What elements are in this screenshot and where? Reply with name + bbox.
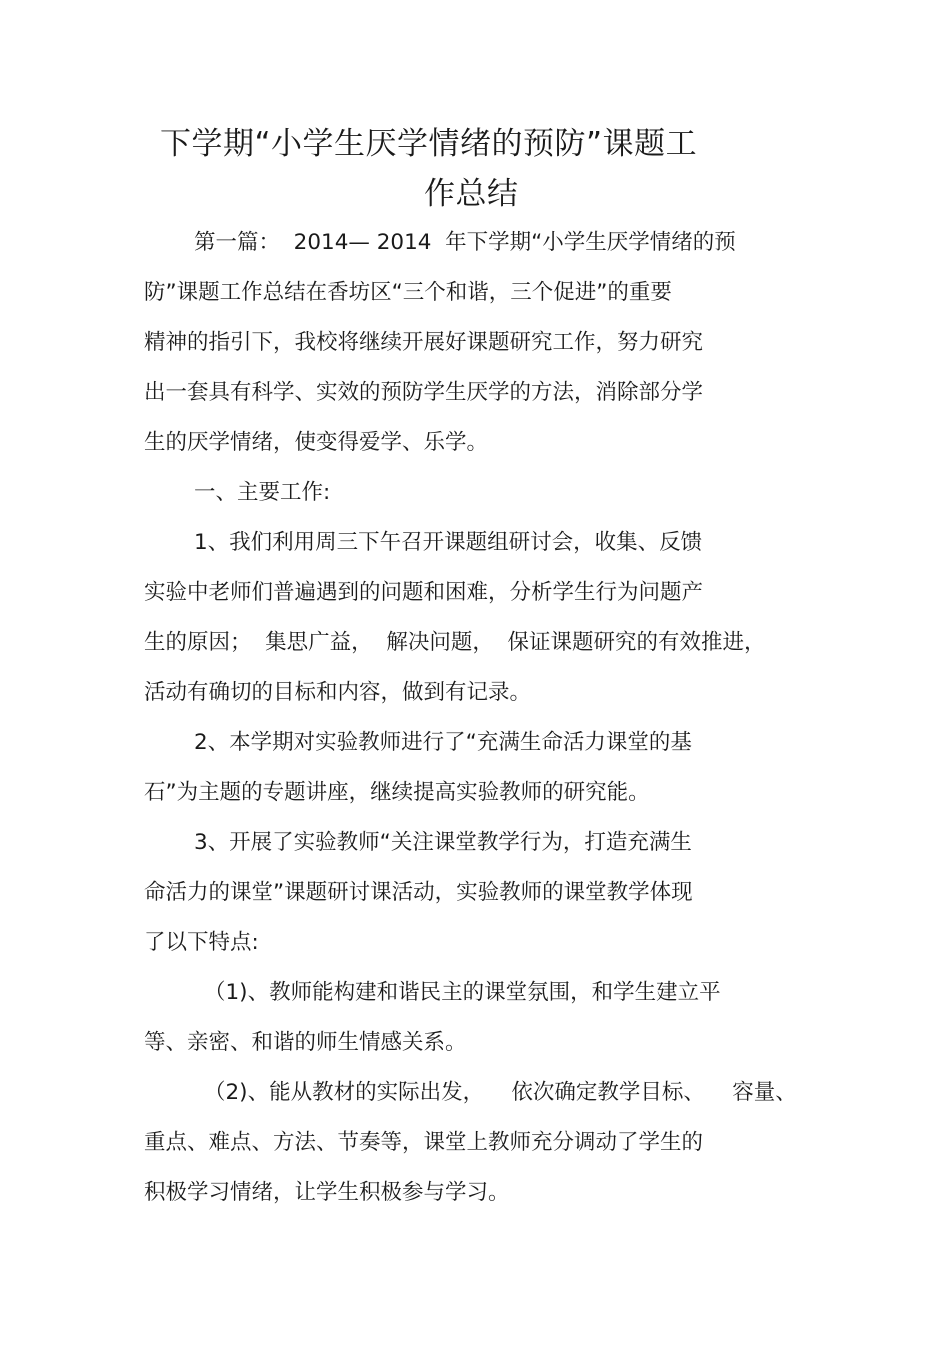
document-title-line-1: 下学期“小学生厌学情绪的预防”课题工 <box>160 126 698 162</box>
paragraph-line-10: 活动有确切的目标和内容，做到有记录。 <box>144 680 532 705</box>
paragraph-line-3: 精神的指引下，我校将继续开展好课题研究工作，努力研究 <box>144 330 704 355</box>
paragraph-line-2: 防”课题工作总结在香坊区“三个和谐，三个促进”的重要 <box>144 280 672 305</box>
document-title-line-2: 作总结 <box>424 176 519 212</box>
paragraph-line-20: 积极学习情绪，让学生积极参与学习。 <box>144 1180 510 1205</box>
paragraph-line-17: 等、亲密、和谐的师生情感关系。 <box>144 1030 467 1055</box>
paragraph-line-16: （1)、教师能构建和谐民主的课堂氛围，和学生建立平 <box>204 980 721 1005</box>
paragraph-line-11: 2、本学期对实验教师进行了“充满生命活力课堂的基 <box>194 730 692 755</box>
paragraph-line-5: 生的厌学情绪，使变得爱学、乐学。 <box>144 430 489 455</box>
paragraph-line-18: （2)、能从教材的实际出发， 依次确定教学目标、 容量、 <box>204 1080 797 1105</box>
paragraph-line-12: 石”为主题的专题讲座，继续提高实验教师的研究能。 <box>144 780 650 805</box>
paragraph-line-1: 第一篇： 2014— 2014 年下学期“小学生厌学情绪的预 <box>194 230 736 255</box>
paragraph-line-7: 1、我们利用周三下午召开课题组研讨会，收集、反馈 <box>194 530 703 555</box>
paragraph-line-8: 实验中老师们普遍遇到的问题和困难，分析学生行为问题产 <box>144 580 704 605</box>
paragraph-line-15: 了以下特点: <box>144 930 259 955</box>
paragraph-line-13: 3、开展了实验教师“关注课堂教学行为，打造充满生 <box>194 830 692 855</box>
section-heading-main-work: 一、主要工作: <box>194 480 331 505</box>
paragraph-line-4: 出一套具有科学、实效的预防学生厌学的方法，消除部分学 <box>144 380 704 405</box>
paragraph-line-19: 重点、难点、方法、节奏等，课堂上教师充分调动了学生的 <box>144 1130 704 1155</box>
paragraph-line-9: 生的原因； 集思广益， 解决问题， 保证课题研究的有效推进， <box>144 630 766 655</box>
paragraph-line-14: 命活力的课堂”课题研讨课活动，实验教师的课堂教学体现 <box>144 880 693 905</box>
